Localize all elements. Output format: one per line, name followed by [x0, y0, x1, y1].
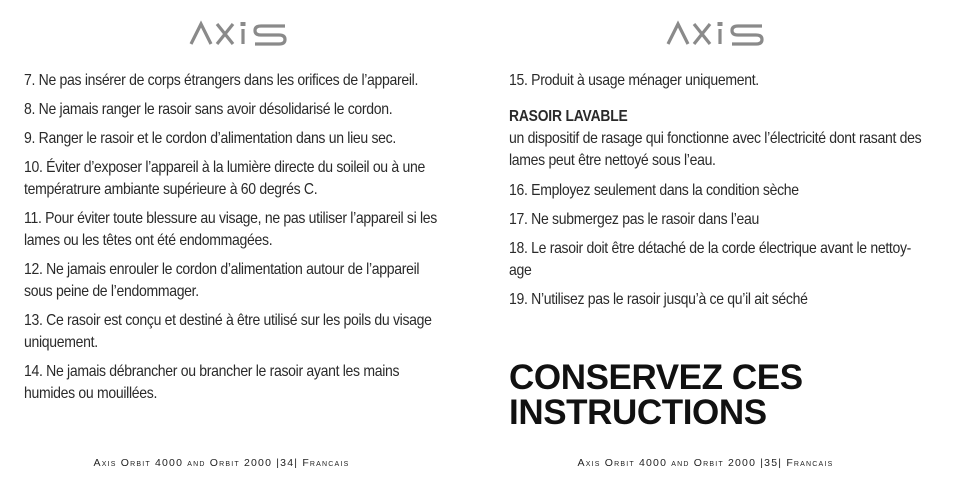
safety-item-14: 14. Ne jamais débrancher ou brancher le rasoir ayant les mains humides ou mouillées. [24, 363, 400, 402]
axis-logo [189, 20, 289, 46]
footer-product: Axis Orbit 4000 and Orbit 2000 [577, 457, 757, 469]
safety-item-10: 10. Éviter d’exposer l’appareil à la lumière directe du soileil ou à une températrure ambiante supérieure à 60 degrés C. [24, 159, 425, 198]
safety-item-17: 17. Ne submergez pas le rasoir dans l’eau [509, 211, 759, 228]
axis-logo [666, 20, 766, 46]
right-page-content [509, 70, 925, 318]
safety-item-16: 16. Employez seulement dans la condition sèche [509, 182, 799, 199]
footer-language: Francais [786, 457, 834, 469]
safety-item-15: 15. Produit à usage ménager uniquement. [509, 72, 759, 89]
left-page-content [24, 70, 440, 412]
page-footer [0, 457, 460, 469]
footer-page-number: |35| [760, 457, 783, 469]
safety-item-11: 11. Pour éviter toute blessure au visage, ne pas utiliser l’appareil si les lames ou les têtes ont été endommagées. [24, 210, 437, 249]
footer-page-number: |34| [276, 457, 299, 469]
safety-item-13: 13. Ce rasoir est conçu et destiné à être utilisé sur les poils du visage uniquement. [24, 312, 432, 351]
keep-instructions-heading [509, 360, 803, 430]
safety-item-12: 12. Ne jamais enrouler le cordon d’alimentation autour de l’appareil sous peine de l’endommager. [24, 261, 420, 300]
safety-item-9: 9. Ranger le rasoir et le cordon d’alimentation dans un lieu sec. [24, 130, 396, 147]
heading-line-1: CONSERVEZ CES [509, 358, 803, 397]
heading-line-2: INSTRUCTIONS [509, 393, 767, 432]
section-body-washable-razor: un dispositif de rasage qui fonctionne avec l’électricité dont rasant des lames peut être nettoyé sous l’eau. [509, 130, 922, 169]
safety-item-8: 8. Ne jamais ranger le rasoir sans avoir désolidarisé le cordon. [24, 101, 393, 118]
footer-language: Francais [302, 457, 350, 469]
safety-item-19: 19. N’utilisez pas le rasoir jusqu’à ce qu’il ait séché [509, 291, 808, 308]
footer-product: Axis Orbit 4000 and Orbit 2000 [93, 457, 273, 469]
safety-item-18: 18. Le rasoir doit être détaché de la corde électrique avant le nettoy-age [509, 240, 912, 279]
right-page [477, 0, 954, 477]
section-heading-washable-razor: RASOIR LAVABLE [509, 108, 628, 125]
page-footer [467, 457, 944, 469]
safety-item-7: 7. Ne pas insérer de corps étrangers dans les orifices de l’appareil. [24, 72, 419, 89]
